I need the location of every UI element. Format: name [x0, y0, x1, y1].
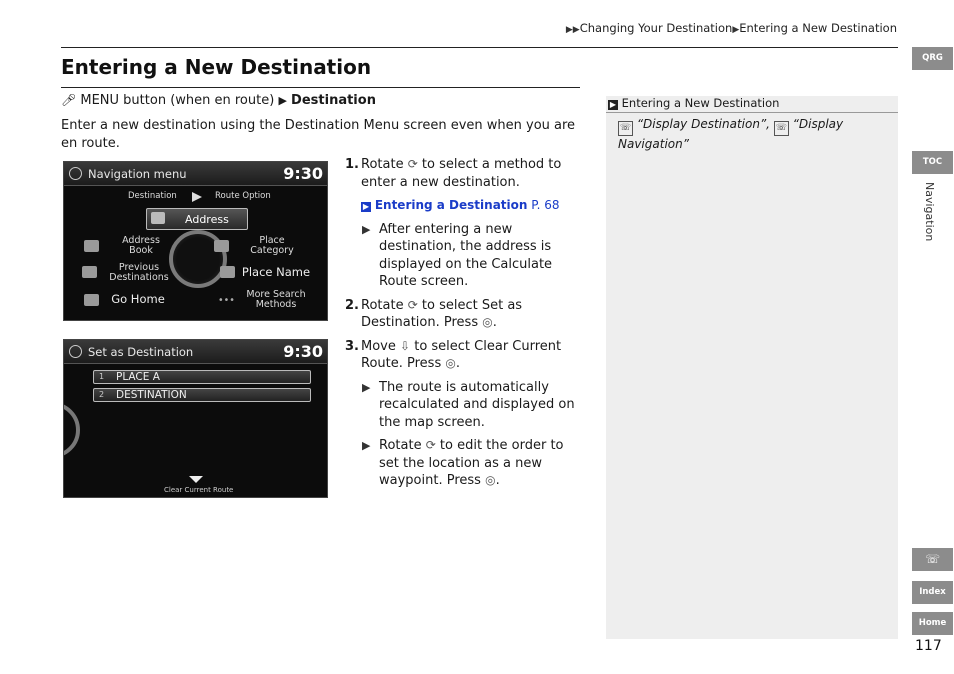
place-category-icon — [214, 240, 229, 252]
breadcrumb-link-changing-destination[interactable]: Changing Your Destination — [579, 21, 733, 35]
voice-command-icon: ☏ — [774, 121, 789, 136]
clock: 9:30 — [283, 164, 323, 183]
address-book-option: Address Book — [122, 235, 160, 256]
rotate-knob-icon: ⟳ — [407, 297, 418, 312]
tab-arrow-icon — [192, 192, 202, 202]
step-3: 3. Move ⇩ to select Clear Current Route. Press ◎. — [345, 338, 562, 371]
go-home-option: Go Home — [111, 292, 165, 306]
down-arrow-icon — [189, 476, 203, 483]
screen-header: Navigation menu 9:30 — [64, 162, 327, 186]
more-dots-icon: ••• — [218, 295, 235, 306]
title-divider — [61, 87, 580, 88]
waypoint-row: 1 PLACE A — [93, 370, 311, 384]
interface-dial-icon — [63, 402, 80, 458]
side-note-heading: ▶ Entering a New Destination — [606, 96, 898, 113]
address-book-icon — [84, 240, 99, 252]
bullet-arrow-icon: ▶ — [362, 222, 371, 236]
bullet-arrow-icon: ▶ — [362, 439, 371, 452]
intro-text: Enter a new destination using the Destination Menu screen even when you are en route. — [61, 118, 576, 151]
more-search-option: More Search Methods — [246, 289, 306, 310]
home-tab[interactable]: Home — [912, 612, 953, 635]
previous-destinations-icon — [82, 266, 97, 278]
step-1: 1. Rotate ⟳ to select a method to enter a new destination. — [345, 157, 562, 190]
step-2: 2. Rotate ⟳ to select Set as Destination. Press ◎. — [345, 297, 523, 330]
step-3-note-1: ▶ The route is automatically recalculated and displayed on the map screen. — [362, 379, 575, 430]
tab-destination: Destination — [128, 191, 177, 201]
set-as-destination-screenshot — [63, 339, 328, 498]
step-1-note: ▶ After entering a new destination, the address is displayed on the Calculate Route screen. — [362, 221, 553, 289]
note-arrow-icon: ▶ — [609, 100, 617, 109]
top-divider — [61, 47, 898, 48]
address-button: Address — [146, 208, 248, 230]
page-title: Entering a New Destination — [61, 55, 372, 79]
press-knob-icon: ◎ — [445, 356, 456, 370]
place-category-option: Place Category — [250, 235, 294, 256]
home-icon — [84, 294, 99, 306]
destination-row: 2 DESTINATION — [93, 388, 311, 402]
navigation-menu-icon — [69, 345, 82, 358]
voice-command-tab[interactable] — [912, 548, 953, 571]
move-knob-icon: ⇩ — [400, 338, 411, 353]
toc-tab[interactable]: TOC — [912, 151, 953, 174]
press-knob-icon: ◎ — [482, 315, 493, 329]
breadcrumb-current: Entering a New Destination — [739, 21, 897, 35]
interface-dial-icon — [169, 230, 227, 288]
step-3-note-2: ▶ Rotate ⟳ to edit the order to set the location as a new waypoint. Press ◎. — [362, 438, 564, 488]
press-knob-icon: ◎ — [485, 473, 496, 487]
clear-current-route-label: Clear Current Route — [164, 486, 234, 494]
qrg-tab[interactable]: QRG — [912, 47, 953, 70]
menu-path: 🎤︎ MENU button (when en route) ▶ Destination — [61, 93, 376, 108]
index-tab[interactable]: Index — [912, 581, 953, 604]
voice-command-icon: ☏ — [924, 552, 940, 566]
side-note-body: ☏ “Display Destination”, ☏ “Display Navigation” — [618, 117, 844, 151]
rotate-knob-icon: ⟳ — [407, 157, 418, 171]
navigation-menu-icon — [69, 167, 82, 180]
voice-command-icon: ☏ — [618, 121, 633, 136]
clock: 9:30 — [283, 342, 323, 361]
section-label: Navigation — [923, 182, 936, 242]
navigation-menu-screenshot — [63, 161, 328, 321]
address-icon — [151, 212, 165, 224]
xref-entering-destination[interactable]: ▶ Entering a Destination P. 68 — [362, 198, 560, 212]
xref-arrow-icon: ▶ — [362, 202, 370, 211]
screen-header: Set as Destination 9:30 — [64, 340, 327, 364]
place-name-option: Place Name — [241, 265, 311, 279]
voice-mic-icon: 🎤︎ — [61, 93, 77, 107]
tab-route-option: Route Option — [215, 191, 271, 201]
breadcrumb: ▶▶Changing Your Destination▶Entering a New Destination — [565, 21, 897, 35]
steps-list — [345, 156, 580, 496]
rotate-knob-icon: ⟳ — [425, 438, 436, 452]
place-name-icon — [220, 266, 235, 278]
page-number: 117 — [915, 638, 942, 654]
bullet-arrow-icon: ▶ — [362, 380, 371, 394]
previous-destinations-option: Previous Destinations — [109, 262, 169, 283]
side-note-panel — [606, 96, 898, 639]
